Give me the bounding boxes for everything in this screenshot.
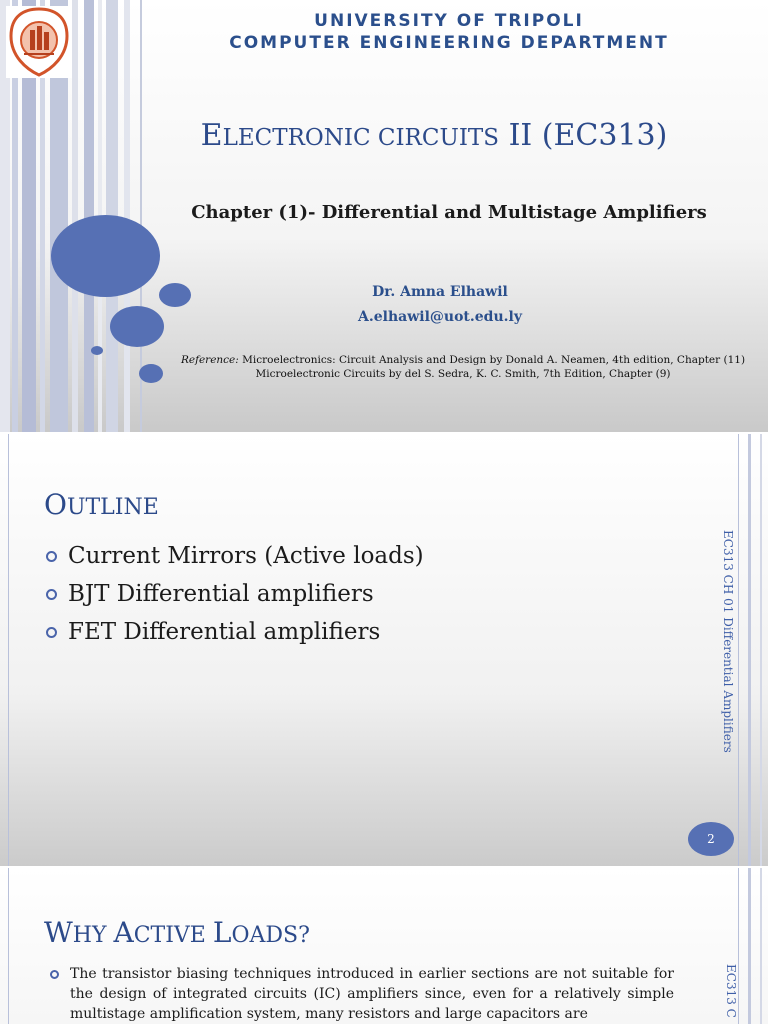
author-email[interactable]: A.elhawil@uot.edu.ly — [358, 309, 522, 325]
right-divider-line — [738, 434, 739, 866]
reference-line-2: Microelectronic Circuits by del S. Sedra, K. C. Smith, 7th Edition, Chapter (9) — [255, 368, 671, 380]
reference-block — [178, 353, 748, 381]
title-small: OADS? — [231, 923, 310, 948]
list-item-text: FET Differential amplifiers — [68, 619, 381, 645]
right-divider-bar — [748, 434, 751, 866]
title-lead: O — [44, 488, 67, 521]
reference-label: Reference: — [180, 354, 239, 366]
university-crest-icon — [6, 6, 72, 78]
university-header — [150, 10, 748, 54]
bullet-icon — [46, 627, 57, 638]
course-title-lead: E — [200, 118, 223, 153]
chapter-title: Chapter (1)- Differential and Multistage Amplifiers — [191, 202, 707, 223]
university-logo — [6, 6, 72, 78]
course-title-rest: II (EC313) — [499, 118, 668, 153]
decorative-circle-tiny — [91, 346, 103, 355]
author-block — [200, 280, 680, 330]
list-item-text: Current Mirrors (Active loads) — [68, 543, 424, 569]
bullet-icon — [46, 551, 57, 562]
department-name: COMPUTER ENGINEERING DEPARTMENT — [229, 33, 669, 53]
right-divider-line — [738, 868, 739, 1024]
list-item — [44, 575, 424, 613]
right-divider-bar-2 — [760, 434, 762, 866]
course-title — [150, 118, 718, 153]
right-divider-bar-2 — [760, 868, 762, 1024]
bullet-icon — [46, 589, 57, 600]
slide-title — [44, 488, 159, 521]
title-small: CTIVE — [133, 923, 213, 948]
decorative-circle-large — [51, 215, 160, 297]
title-small: HY — [72, 923, 114, 948]
body-paragraph — [48, 964, 674, 1024]
title-lead: W — [44, 916, 73, 949]
course-title-small: LECTRONIC CIRCUITS — [222, 125, 500, 151]
reference-line-1: Microelectronics: Circuit Analysis and Design by Donald A. Neamen, 4th edition, Chapter (11) — [238, 354, 746, 366]
outline-list — [44, 537, 424, 651]
left-divider-line — [8, 868, 9, 1024]
outline-slide — [0, 434, 768, 866]
slide-title — [44, 916, 310, 949]
title-lead: L — [212, 916, 232, 949]
list-item — [44, 613, 424, 651]
paragraph-text: The transistor biasing techniques introduced in earlier sections are not suitable for the design of integrated circuits (IC) amplifiers since, even for a relatively simple multistage amplification system, many resistors and large capacitors are — [70, 966, 674, 1022]
left-divider-line — [8, 434, 9, 866]
active-loads-slide — [0, 868, 768, 1024]
side-course-label: EC313 CH 01 Differential Amplifiers — [721, 530, 735, 753]
title-small: UTLINE — [66, 495, 159, 520]
right-divider-bar — [748, 868, 751, 1024]
list-item-text: BJT Differential amplifiers — [68, 581, 374, 607]
list-item — [44, 537, 424, 575]
title-lead: A — [113, 916, 134, 949]
title-slide — [0, 0, 768, 432]
university-name: UNIVERSITY OF TRIPOLI — [314, 11, 584, 31]
page-number-badge: 2 — [688, 822, 734, 856]
author-name: Dr. Amna Elhawil — [372, 284, 508, 300]
decorative-circle-small — [159, 283, 191, 307]
decorative-circle-medium — [110, 306, 164, 347]
decorative-circle-small-2 — [139, 364, 163, 383]
side-course-label: EC313 C — [724, 964, 738, 1018]
bullet-icon — [50, 970, 59, 979]
